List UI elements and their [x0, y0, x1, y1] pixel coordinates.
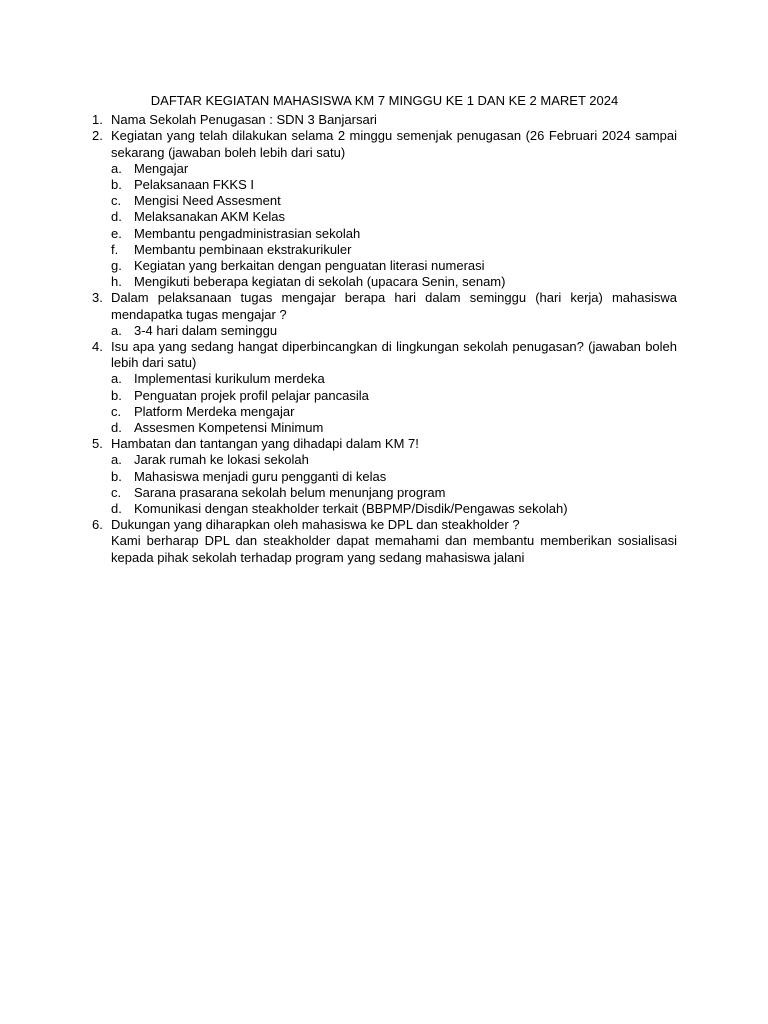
answer-letter: c. [111, 403, 122, 419]
document-title: DAFTAR KEGIATAN MAHASISWA KM 7 MINGGU KE 1 DAN KE 2 MARET 2024 [150, 93, 619, 108]
answer-item [111, 242, 677, 258]
answer-text: Kegiatan yang berkaitan dengan penguatan literasi numerasi [134, 258, 485, 274]
answer-letter: e. [111, 225, 122, 241]
answer-item [111, 209, 677, 225]
answer-letter: b. [111, 387, 122, 403]
answer-text: Mengisi Need Assesment [134, 193, 281, 209]
question-text: Dukungan yang diharapkan oleh mahasiswa ke DPL dan steakholder ? [111, 517, 520, 533]
answer-letter: d. [111, 420, 122, 436]
answer-letter: b. [111, 468, 122, 484]
answer-item [111, 274, 677, 290]
question-number: 6. [92, 517, 103, 533]
question-number: 4. [92, 339, 103, 355]
question-item [92, 339, 677, 436]
answer-paragraph: Kami berharap DPL dan steakholder dapat memahami dan membantu memberikan sosialisasi kepada pihak sekolah terhadap program yang sedang mahasiswa jalani [111, 533, 677, 565]
question-text: Kegiatan yang telah dilakukan selama 2 minggu semenjak penugasan (26 Februari 2024 sampai sekarang (jawaban boleh lebih dari satu) [111, 128, 677, 160]
question-number: 2. [92, 128, 103, 144]
answer-text: Implementasi kurikulum merdeka [134, 371, 325, 387]
answer-text: Pelaksanaan FKKS I [134, 177, 254, 193]
answer-item [111, 258, 677, 274]
answer-item [111, 371, 677, 387]
answer-item [111, 469, 677, 485]
answer-text: Assesmen Kompetensi Minimum [134, 420, 324, 436]
answer-letter: g. [111, 258, 122, 274]
answer-letter: f. [111, 241, 119, 257]
answer-text: Mengikuti beberapa kegiatan di sekolah (upacara Senin, senam) [134, 274, 506, 290]
answer-text: 3-4 hari dalam seminggu [134, 322, 278, 338]
answer-text: Sarana prasarana sekolah belum menunjang program [134, 484, 446, 500]
answer-letter: b. [111, 177, 122, 193]
question-text: Nama Sekolah Penugasan : SDN 3 Banjarsari [111, 112, 377, 128]
answer-item [111, 420, 677, 436]
answer-list [111, 323, 677, 339]
answer-item [111, 388, 677, 404]
answer-letter: a. [111, 371, 122, 387]
answer-item [111, 323, 677, 339]
answer-list [111, 452, 677, 517]
question-text: Hambatan dan tantangan yang dihadapi dalam KM 7! [111, 436, 419, 452]
question-text: Isu apa yang sedang hangat diperbincangkan di lingkungan sekolah penugasan? (jawaban boleh lebih dari satu) [111, 339, 677, 371]
question-item [92, 517, 677, 566]
question-number: 3. [92, 290, 103, 306]
answer-letter: d. [111, 209, 122, 225]
answer-item [111, 177, 677, 193]
answer-text: Membantu pengadministrasian sekolah [134, 225, 361, 241]
answer-letter: c. [111, 193, 122, 209]
answer-item [111, 485, 677, 501]
answer-text: Komunikasi dengan steakholder terkait (BBPMP/Disdik/Pengawas sekolah) [134, 501, 568, 517]
question-item [92, 112, 677, 128]
question-number: 5. [92, 436, 103, 452]
answer-list [111, 161, 677, 291]
question-item [92, 290, 677, 339]
answer-item [111, 404, 677, 420]
question-number: 1. [92, 112, 103, 128]
answer-letter: a. [111, 160, 122, 176]
document-page [92, 93, 677, 566]
answer-text: Membantu pembinaan ekstrakurikuler [134, 241, 352, 257]
answer-letter: c. [111, 484, 122, 500]
question-text: Dalam pelaksanaan tugas mengajar berapa hari dalam seminggu (hari kerja) mahasiswa mendapatka tugas mengajar ? [111, 290, 677, 322]
answer-text: Mengajar [134, 160, 189, 176]
answer-text: Jarak rumah ke lokasi sekolah [134, 452, 309, 468]
answer-text: Mahasiswa menjadi guru pengganti di kelas [134, 468, 387, 484]
answer-item [111, 161, 677, 177]
answer-list [111, 371, 677, 436]
answer-letter: h. [111, 274, 122, 290]
question-item [92, 128, 677, 290]
question-item [92, 436, 677, 517]
answer-item [111, 501, 677, 517]
question-list [92, 112, 677, 566]
answer-text: Penguatan projek profil pelajar pancasila [134, 387, 369, 403]
answer-text: Platform Merdeka mengajar [134, 403, 295, 419]
answer-item [111, 193, 677, 209]
answer-text: Melaksanakan AKM Kelas [134, 209, 286, 225]
answer-letter: a. [111, 322, 122, 338]
answer-item [111, 452, 677, 468]
answer-item [111, 226, 677, 242]
answer-letter: d. [111, 501, 122, 517]
answer-letter: a. [111, 452, 122, 468]
